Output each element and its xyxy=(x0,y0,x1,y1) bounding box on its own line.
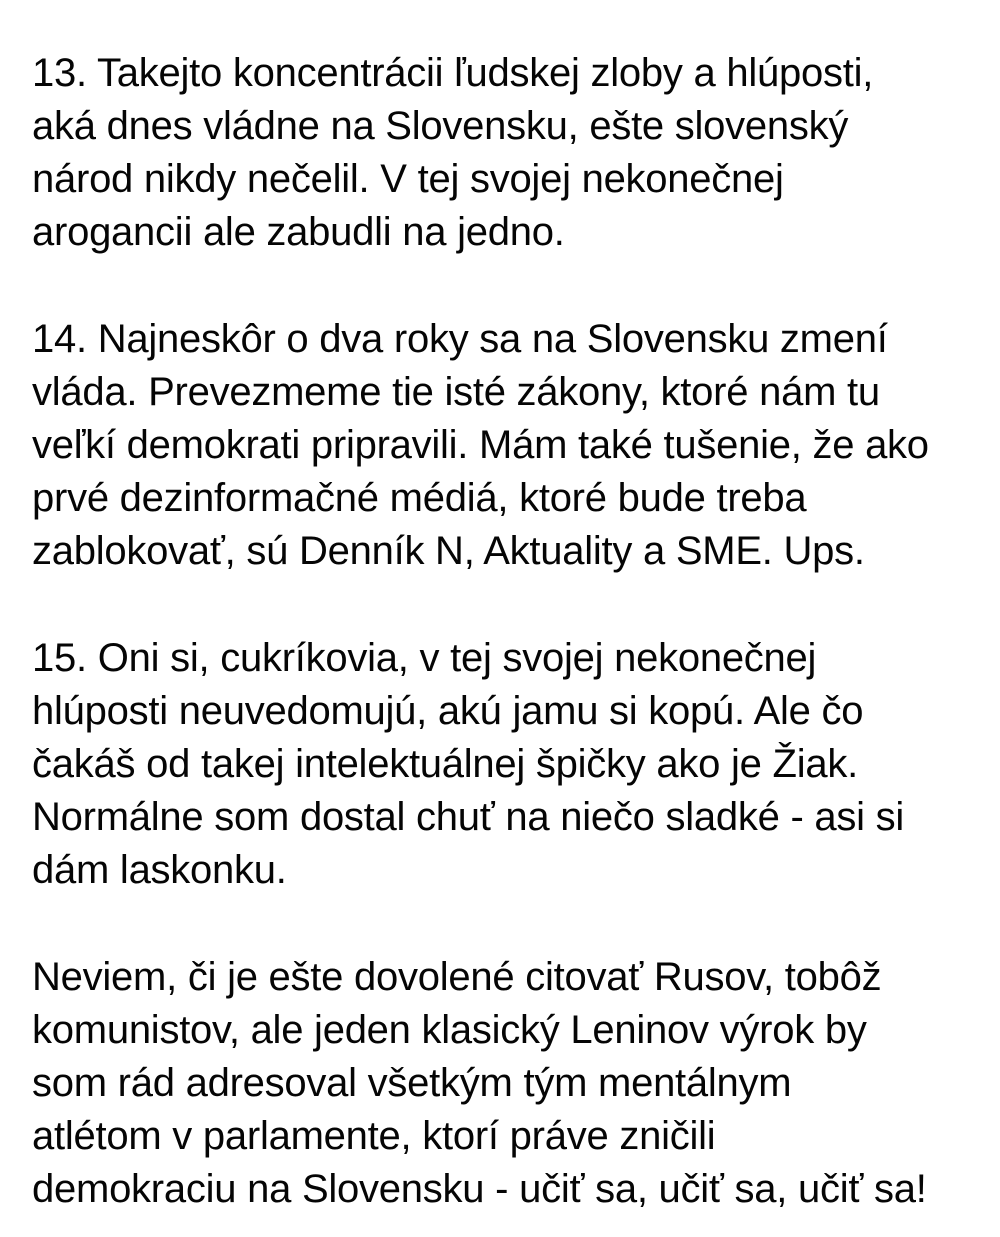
text-line: 14. Najneskôr o dva roky sa na Slovensku zmení xyxy=(32,317,888,361)
text-line: čakáš od takej intelektuálnej špičky ako je Žiak. xyxy=(32,742,858,786)
paragraph-15 xyxy=(32,632,972,897)
text-line: zablokovať, sú Denník N, Aktuality a SME. Ups. xyxy=(32,529,865,573)
text-line: 13. Takejto koncentrácii ľudskej zloby a hlúposti, xyxy=(32,51,874,95)
text-line: aká dnes vládne na Slovensku, ešte slovenský xyxy=(32,104,849,148)
paragraph-13 xyxy=(32,47,972,259)
text-line: národ nikdy nečelil. V tej svojej nekonečnej xyxy=(32,157,784,201)
text-line: komunistov, ale jeden klasický Leninov výrok by xyxy=(32,1008,867,1052)
text-line: vláda. Prevezmeme tie isté zákony, ktoré nám tu xyxy=(32,370,880,414)
paragraph-14 xyxy=(32,313,972,578)
text-line: Neviem, či je ešte dovolené citovať Rusov, tobôž xyxy=(32,955,882,999)
text-line: Normálne som dostal chuť na niečo sladké - asi si xyxy=(32,795,905,839)
paragraph-closing xyxy=(32,951,972,1216)
text-line: dám laskonku. xyxy=(32,848,287,892)
text-line: atlétom v parlamente, ktorí práve zničili xyxy=(32,1114,716,1158)
text-line: som rád adresoval všetkým tým mentálnym xyxy=(32,1061,792,1105)
text-line: veľkí demokrati pripravili. Mám také tušenie, že ako xyxy=(32,423,929,467)
text-line: arogancii ale zabudli na jedno. xyxy=(32,210,565,254)
text-line: demokraciu na Slovensku - učiť sa, učiť sa, učiť sa! xyxy=(32,1167,927,1211)
text-line: 15. Oni si, cukríkovia, v tej svojej nekonečnej xyxy=(32,636,817,680)
text-line: prvé dezinformačné médiá, ktoré bude treba xyxy=(32,476,807,520)
text-line: hlúposti neuvedomujú, akú jamu si kopú. Ale čo xyxy=(32,689,864,733)
